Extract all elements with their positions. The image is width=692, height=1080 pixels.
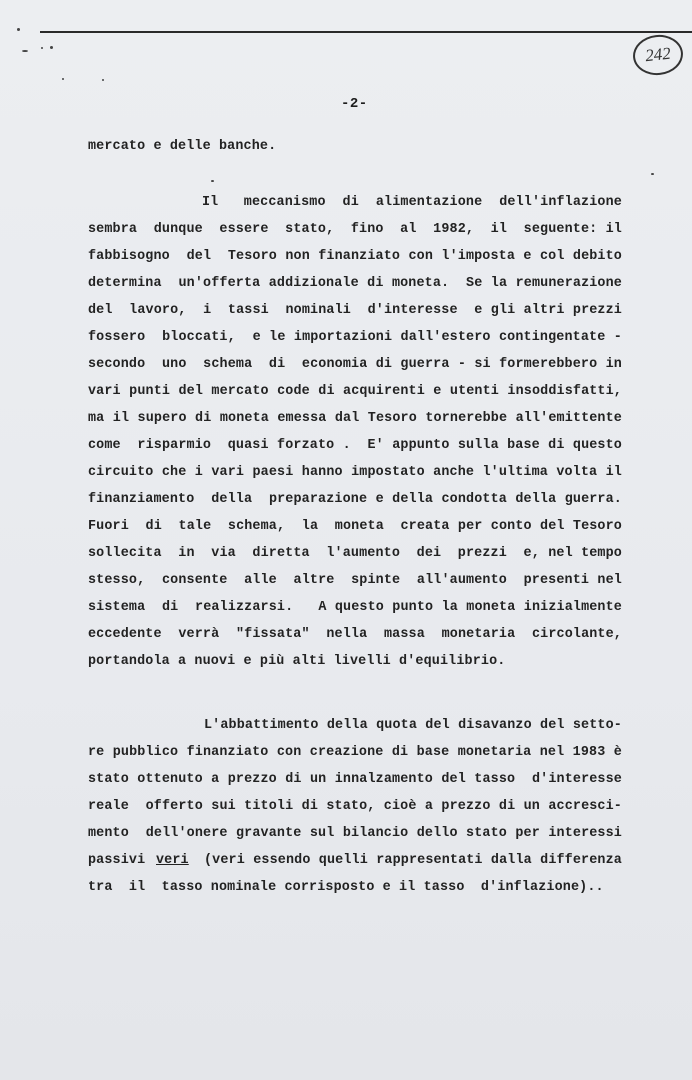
text-line: stesso, consente alle altre spinte all'aumento presenti nel [88,573,622,588]
text-line: Il meccanismo di alimentazione dell'inflazione [202,195,622,210]
text-line: Fuori di tale schema, la moneta creata per conto del Tesoro [88,519,622,534]
text-line: sollecita in via diretta l'aumento dei prezzi e, nel tempo [88,546,622,561]
text-line: ma il supero di moneta emessa dal Tesoro tornerebbe all'emittente [88,411,622,426]
text-line: circuito che i vari paesi hanno impostato anche l'ultima volta il [88,465,622,480]
text-line: portandola a nuovi e più alti livelli d'equilibrio. [88,654,506,669]
page-number: -2- [341,96,368,112]
text-line: eccedente verrà "fissata" nella massa monetaria circolante, [88,627,622,642]
text-line: sistema di realizzarsi. A questo punto la moneta inizialmente [88,600,622,615]
archive-stamp: 242 [631,32,685,77]
text-line: fabbisogno del Tesoro non finanziato con l'imposta e col debito [88,249,622,264]
text-line: mercato e delle banche. [88,139,277,154]
underlined-word: veri [156,853,189,868]
text-line: (veri essendo quelli rappresentati dalla differenza [204,853,622,868]
text-line: L'abbattimento della quota del disavanzo del setto- [204,718,622,733]
text-line: tra il tasso nominale corrisposto e il tasso d'inflazione).. [88,880,604,895]
text-line: stato ottenuto a prezzo di un innalzamento del tasso d'interesse [88,772,622,787]
text-line: determina un'offerta addizionale di moneta. Se la remunerazione [88,276,622,291]
text-line: passivi [88,853,146,868]
text-line: re pubblico finanziato con creazione di base monetaria nel 1983 è [88,745,622,760]
text-line: sembra dunque essere stato, fino al 1982, il seguente: il [88,222,622,237]
text-line: secondo uno schema di economia di guerra - si formerebbero in [88,357,622,372]
text-line: del lavoro, i tassi nominali d'interesse e gli altri prezzi [88,303,622,318]
text-line: reale offerto sui titoli di stato, cioè a prezzo di un accresci- [88,799,622,814]
text-line: mento dell'onere gravante sul bilancio dello stato per interessi [88,826,622,841]
text-line: come risparmio quasi forzato . E' appunto sulla base di questo [88,438,622,453]
text-line: vari punti del mercato code di acquirenti e utenti insoddisfatti, [88,384,622,399]
text-line: finanziamento della preparazione e della condotta della guerra. [88,492,622,507]
text-line: fossero bloccati, e le importazioni dall'estero contingentate - [88,330,622,345]
top-rule [40,31,692,33]
